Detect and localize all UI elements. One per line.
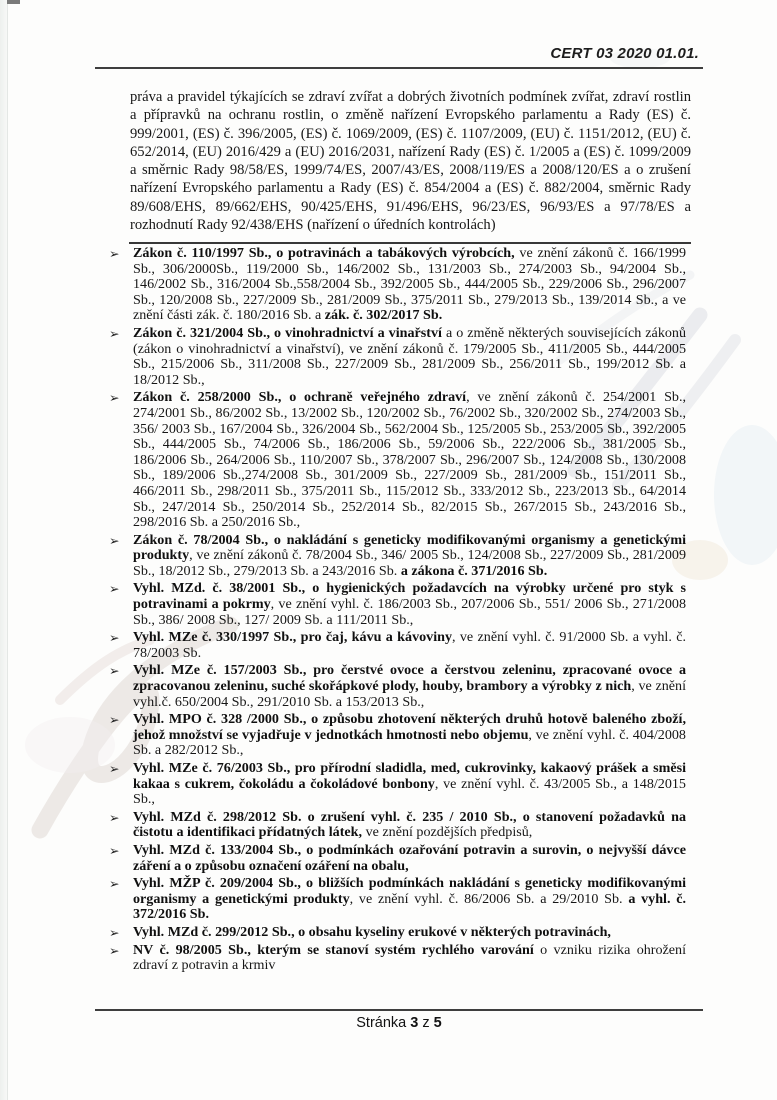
- list-item-text: Vyhl. MZd č. 133/2004 Sb., o podmínkách ozařování potravin a surovin, o nejvyšší dávce záření a o způsobu označení ozáření na obalu,: [133, 841, 686, 874]
- list-item-text: Vyhl. MZe č. 157/2003 Sb., pro čerstvé ovoce a čerstvou zeleninu, zpracované ovoce a zpracovanou zeleninu, suché skořápkové plody, houby, brambory a výrobky z nich, ve znění vyhl.č. 650/2004 Sb., 291/2010 Sb. a 153/2013 Sb.,: [133, 662, 686, 710]
- list-item: [95, 630, 696, 661]
- list-item: [95, 843, 696, 874]
- arrow-bullet-icon: ➢: [109, 842, 120, 858]
- of-label: z: [422, 1015, 430, 1031]
- arrow-bullet-icon: ➢: [109, 246, 120, 261]
- list-item: [95, 810, 696, 841]
- list-item: [95, 876, 696, 923]
- list-item: [95, 246, 696, 324]
- list-item: [95, 326, 696, 388]
- list-item-text: Vyhl. MŽP č. 209/2004 Sb., o bližších podmínkách nakládání s geneticky modifikovanými organismy a genetickými produkty, ve znění vyhl. č. 86/2006 Sb. a 29/2010 Sb. a vyhl. č. 372/2016 Sb.: [133, 875, 687, 923]
- arrow-bullet-icon: ➢: [109, 390, 120, 406]
- list-item: [95, 943, 696, 974]
- arrow-bullet-icon: ➢: [109, 581, 120, 597]
- list-item: [95, 581, 696, 628]
- list-item: [95, 712, 696, 759]
- list-item-text: Vyhl. MZe č. 76/2003 Sb., pro přírodní sladidla, med, cukrovinky, kakaový prášek a směsi kakaa s cukrem, čokoládu a čokoládové bonbony, ve znění vyhl. č. 43/2005 Sb., a 148/2015 Sb.,: [133, 760, 686, 808]
- page-number: 3: [410, 1015, 419, 1031]
- header-rule: [95, 67, 703, 69]
- list-item: [95, 663, 696, 710]
- arrow-bullet-icon: ➢: [109, 663, 120, 679]
- list-item-text: Zákon č. 321/2004 Sb., o vinohradnictví a vinařství a o změně některých souvisejících zákonů (zákon o vinohradnictví a vinařství), ve znění zákonů č. 179/2005 Sb., 411/2005 Sb., 444/2005 Sb., 215/2006 Sb., 311/2008 Sb., 227/2009 Sb., 281/2009 Sb., 256/2011 Sb., 199/2012 Sb. a 18/2012 Sb.,: [133, 324, 687, 388]
- document-code: CERT 03 2020 01.01.: [550, 45, 699, 62]
- page-label: Stránka: [356, 1015, 407, 1031]
- list-item-text: Vyhl. MZd. č. 38/2001 Sb., o hygienických požadavcích na výrobky určené pro styk s potravinami a pokrmy, ve znění vyhl. č. 186/2003 Sb., 207/2006 Sb., 551/ 2006 Sb., 271/2008 Sb., 386/ 2008 Sb., 127/ 2009 Sb. a 111/2011 Sb.,: [133, 580, 686, 628]
- list-item-text: Vyhl. MZe č. 330/1997 Sb., pro čaj, kávu a kávoviny, ve znění vyhl. č. 91/2000 Sb. a vyhl. č. 78/2003 Sb.: [133, 629, 686, 661]
- list-item: [95, 533, 696, 580]
- intro-paragraph: práva a pravidel týkajících se zdraví zvířat a dobrých životních podmínek zvířat, zdraví rostlin a přípravků na ochranu rostlin, o změně nařízení Evropského parlamentu a Rady (ES) č. 999/2001, (ES) č. 396/2005, (ES) č. 1069/2009, (ES) č. 1107/2009, (EU) č. 1151/2012, (EU) č. 652/2014, (EU) 2016/429 a (EU) 2016/2031, nařízení Rady (ES) č. 1/2005 a (ES) č. 1099/2009 a směrnic Rady 98/58/ES, 1999/74/ES, 2007/43/ES, 2008/119/ES a 2008/120/ES a o zrušení nařízení Evropského parlamentu a Rady (ES) č. 854/2004 a (ES) č. 882/2004, směrnic Rady 89/608/EHS, 89/662/EHS, 90/425/EHS, 91/496/EHS, 96/23/ES, 96/93/ES a 97/78/ES a rozhodnutí Rady 92/438/EHS (nařízení o úředních kontrolách): [130, 89, 691, 234]
- footer-rule: [95, 1009, 703, 1011]
- arrow-bullet-icon: ➢: [109, 325, 120, 341]
- law-list-section: [95, 242, 696, 976]
- arrow-bullet-icon: ➢: [109, 761, 120, 776]
- list-item-text: Zákon č. 258/2000 Sb., o ochraně veřejného zdraví, ve znění zákonů č. 254/2001 Sb., 274/2001 Sb., 86/2002 Sb., 13/2002 Sb., 120/2002 Sb., 76/2002 Sb., 320/2002 Sb., 274/2003 Sb., 356/ 2003 Sb., 167/2004 Sb., 326/2004 Sb., 562/2004 Sb., 125/2005 Sb., 253/2005 Sb., 392/2005 Sb., 444/2005 Sb., 74/2006 Sb., 186/2006 Sb., 59/2006 Sb., 222/2006 Sb., 381/2005 Sb., 186/2006 Sb., 264/2006 Sb., 110/2007 Sb., 378/2007 Sb., 296/2007 Sb., 124/2008 Sb., 130/2008 Sb., 189/2006 Sb.,274/2008 Sb., 301/2009 Sb., 227/2009 Sb., 281/2009 Sb., 151/2011 Sb., 466/2011 Sb., 298/2011 Sb., 375/2011 Sb., 115/2012 Sb., 333/2012 Sb., 223/2013 Sb., 64/2014 Sb., 247/2014 Sb., 250/2014 Sb., 252/2014 Sb., 82/2015 Sb., 267/2015 Sb., 243/2016 Sb., 298/2016 Sb. a 250/2016 Sb.,: [133, 389, 687, 531]
- list-item: [95, 761, 696, 808]
- page-number-footer: [95, 1015, 703, 1031]
- arrow-bullet-icon: ➢: [109, 924, 120, 940]
- list-item-text: NV č. 98/2005 Sb., kterým se stanoví systém rychlého varování o vzniku rizika ohrožení zdraví z potravin a krmiv: [133, 941, 686, 974]
- list-item-text: Vyhl. MPO č. 328 /2000 Sb., o způsobu zhotovení některých druhů hotově baleného zboží, jehož množství se vyjadřuje v jednotkách hmotnosti nebo objemu, ve znění vyhl. č. 404/2008 Sb. a 282/2012 Sb.,: [133, 711, 686, 759]
- arrow-bullet-icon: ➢: [109, 630, 120, 646]
- list-item: [95, 925, 696, 941]
- arrow-bullet-icon: ➢: [109, 712, 120, 728]
- list-item-text: Vyhl. MZd č. 299/2012 Sb., o obsahu kyseliny erukové v některých potravinách,: [133, 923, 611, 940]
- list-item-text: Zákon č. 78/2004 Sb., o nakládání s geneticky modifikovanými organismy a genetickými produkty, ve znění zákonů č. 78/2004 Sb., 346/ 2005 Sb., 124/2008 Sb., 227/2009 Sb., 281/2009 Sb., 18/2012 Sb., 279/2013 Sb. a 243/2016 Sb. a zákona č. 371/2016 Sb.: [133, 531, 686, 579]
- arrow-bullet-icon: ➢: [109, 809, 120, 825]
- arrow-bullet-icon: ➢: [109, 942, 120, 958]
- arrow-bullet-icon: ➢: [109, 876, 120, 892]
- total-pages: 5: [433, 1015, 442, 1031]
- list-item-text: Vyhl. MZd č. 298/2012 Sb. o zrušení vyhl. č. 235 / 2010 Sb., o stanovení požadavků na čistotu a identifikaci přídatných látek, ve znění pozdějších předpisů,: [133, 808, 686, 841]
- arrow-bullet-icon: ➢: [109, 532, 120, 548]
- law-list: [95, 246, 696, 974]
- scan-edge-artifact: [0, 0, 8, 1100]
- list-top-rule: [129, 242, 691, 244]
- list-item-text: Zákon č. 110/1997 Sb., o potravinách a tabákových výrobcích, ve znění zákonů č. 166/1999 Sb., 306/2000Sb., 119/2000 Sb., 146/2002 Sb., 131/2003 Sb., 274/2003 Sb., 94/2004 Sb., 146/2002 Sb., 316/2004 Sb.,558/2004 Sb., 392/2005 Sb., 444/2005 Sb., 229/2006 Sb., 296/2007 Sb., 120/2008 Sb., 227/2009 Sb., 281/2009 Sb., 375/2011 Sb., 279/2013 Sb., 139/2014 Sb., a ve znění části zák. č. 180/2016 Sb. a zák. č. 302/2017 Sb.: [133, 245, 687, 324]
- scan-corner-mark: [7, 0, 20, 4]
- list-item: [95, 390, 696, 530]
